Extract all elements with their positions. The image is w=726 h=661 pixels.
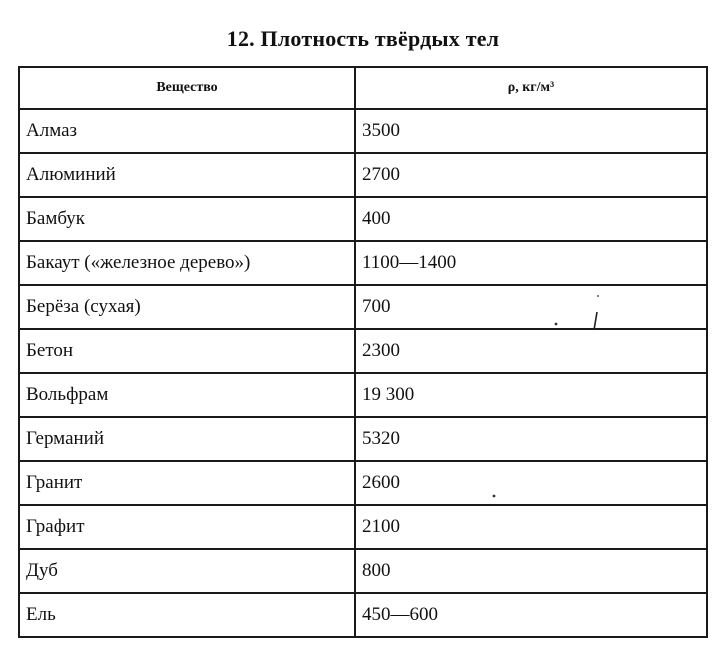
table-row <box>19 373 707 417</box>
density-cell: 2700 <box>355 153 707 197</box>
substance-cell: Бамбук <box>19 197 355 241</box>
density-cell: 800 <box>355 549 707 593</box>
density-cell: 2300 <box>355 329 707 373</box>
table-row <box>19 109 707 153</box>
header-substance: Вещество <box>19 67 355 109</box>
density-table <box>18 66 708 638</box>
table-row <box>19 329 707 373</box>
substance-cell: Берёза (сухая) <box>19 285 355 329</box>
density-cell: 2100 <box>355 505 707 549</box>
substance-cell: Бетон <box>19 329 355 373</box>
substance-cell: Дуб <box>19 549 355 593</box>
density-cell: 400 <box>355 197 707 241</box>
substance-cell: Алмаз <box>19 109 355 153</box>
substance-cell: Графит <box>19 505 355 549</box>
substance-cell: Алюминий <box>19 153 355 197</box>
density-cell: 450—600 <box>355 593 707 637</box>
table-row <box>19 593 707 637</box>
density-cell: 1100—1400 <box>355 241 707 285</box>
table-row <box>19 417 707 461</box>
substance-cell: Гранит <box>19 461 355 505</box>
table-row <box>19 461 707 505</box>
table-row <box>19 197 707 241</box>
substance-cell: Бакаут («железное дерево») <box>19 241 355 285</box>
substance-cell: Вольфрам <box>19 373 355 417</box>
density-cell: 700 <box>355 285 707 329</box>
density-cell: 5320 <box>355 417 707 461</box>
table-row <box>19 241 707 285</box>
substance-cell: Германий <box>19 417 355 461</box>
table-row <box>19 285 707 329</box>
substance-cell: Ель <box>19 593 355 637</box>
density-cell: 3500 <box>355 109 707 153</box>
table-row <box>19 153 707 197</box>
table-title: 12. Плотность твёрдых тел <box>226 26 500 51</box>
table-row <box>19 505 707 549</box>
density-cell: 2600 <box>355 461 707 505</box>
header-row <box>19 67 707 109</box>
header-density: ρ, кг/м³ <box>355 67 707 109</box>
density-cell: 19 300 <box>355 373 707 417</box>
table-row <box>19 549 707 593</box>
